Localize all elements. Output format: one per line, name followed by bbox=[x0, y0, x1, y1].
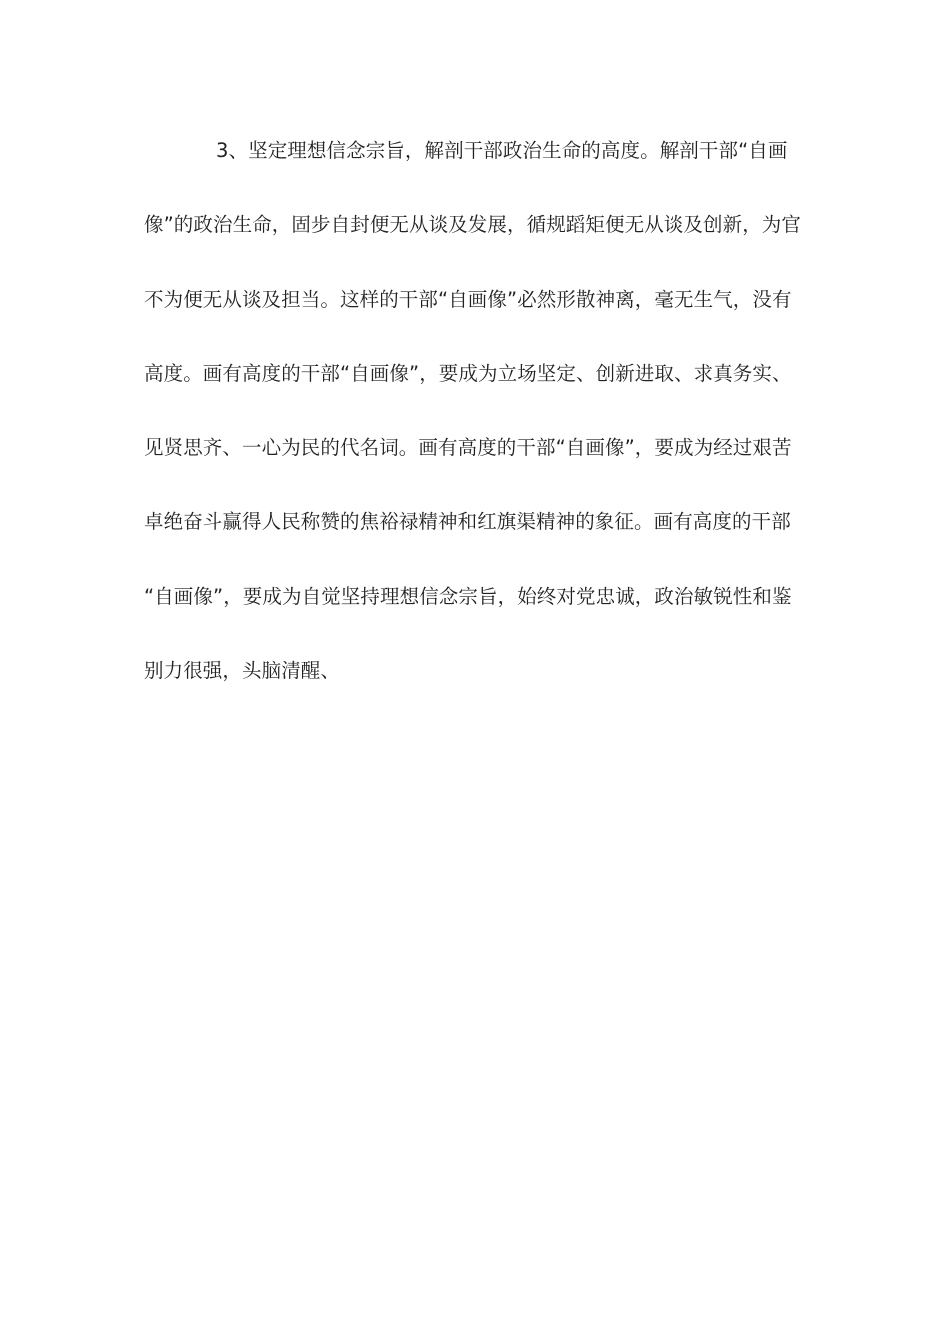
paragraph bbox=[144, 129, 804, 723]
paragraph-line: 像”的政治生命，固步自封便无从谈及发展，循规蹈矩便无从谈及创新，为官 bbox=[144, 213, 802, 237]
paragraph-line: 别力很强，头脑清醒、 bbox=[144, 659, 341, 683]
paragraph-line: “自画像”，要成为自觉坚持理想信念宗旨，始终对党忠诚，政治敏锐性和鉴 bbox=[144, 584, 792, 608]
paragraph-line: 见贤思齐、一心为民的代名词。画有高度的干部“自画像”，要成为经过艰苦 bbox=[144, 436, 792, 460]
paragraph-line: 不为便无从谈及担当。这样的干部“自画像”必然形散神离，毫无生气，没有 bbox=[144, 287, 792, 311]
paragraph-line: 3、坚定理想信念宗旨，解剖干部政治生命的高度。解剖干部“自画 bbox=[216, 139, 788, 162]
paragraph-line: 高度。画有高度的干部“自画像”，要成为立场坚定、创新进取、求真务实、 bbox=[144, 361, 792, 385]
paragraph-line: 卓绝奋斗赢得人民称赞的焦裕禄精神和红旗渠精神的象征。画有高度的干部 bbox=[144, 510, 791, 534]
